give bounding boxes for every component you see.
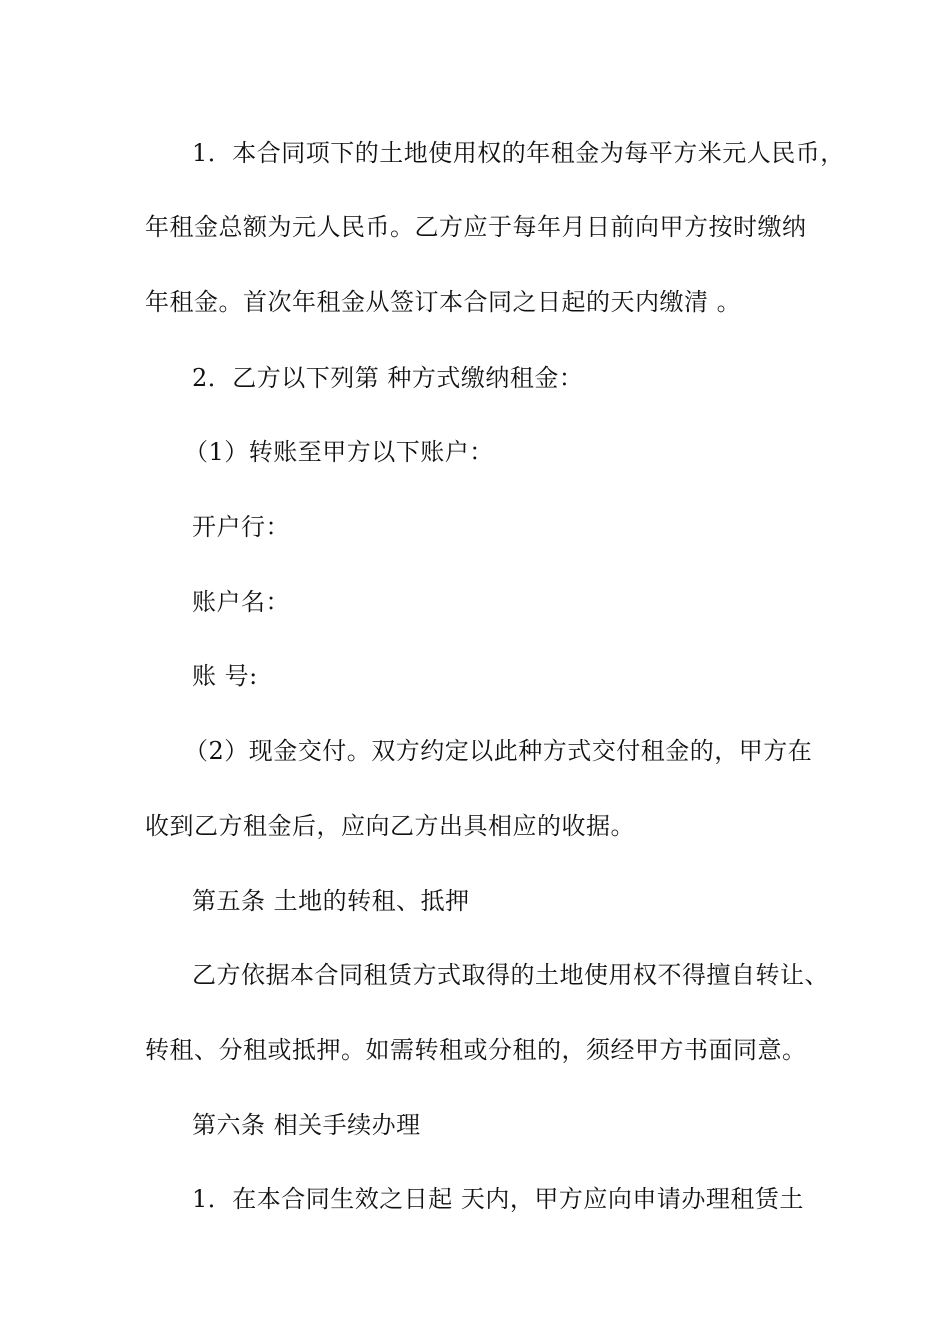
paragraph-line-rent-3: 年租金。首次年租金从签订本合同之日起的天内缴清 。: [145, 288, 742, 316]
paragraph-line-rent-2: 年租金总额为元人民币。乙方应于每年月日前向甲方按时缴纳: [145, 213, 807, 241]
field-label-account-name: 账户名：: [192, 588, 290, 616]
paragraph-line-cash-1: （2）现金交付。双方约定以此种方式交付租金的，甲方在: [184, 737, 813, 765]
field-label-bank: 开户行：: [192, 513, 290, 541]
paragraph-line-cash-2: 收到乙方租金后，应向乙方出具相应的收据。: [145, 812, 635, 840]
field-label-account-number: 账 号:: [192, 662, 258, 690]
paragraph-line-procedures-1: 1．在本合同生效之日起 天内，甲方应向申请办理租赁土: [192, 1185, 804, 1213]
paragraph-line-transfer: （1）转账至甲方以下账户：: [184, 438, 494, 466]
paragraph-line-sublease-2: 转租、分租或抵押。如需转租或分租的，须经甲方书面同意。: [145, 1036, 807, 1064]
paragraph-line-sublease-1: 乙方依据本合同租赁方式取得的土地使用权不得擅自转让、: [192, 961, 829, 989]
paragraph-line-payment-method: 2．乙方以下列第 种方式缴纳租金：: [192, 364, 584, 392]
section-heading-article-6: 第六条 相关手续办理: [192, 1111, 421, 1139]
paragraph-line-rent-1: 1．本合同项下的土地使用权的年租金为每平方米元人民币，: [192, 139, 845, 167]
section-heading-article-5: 第五条 土地的转租、抵押: [192, 887, 470, 915]
